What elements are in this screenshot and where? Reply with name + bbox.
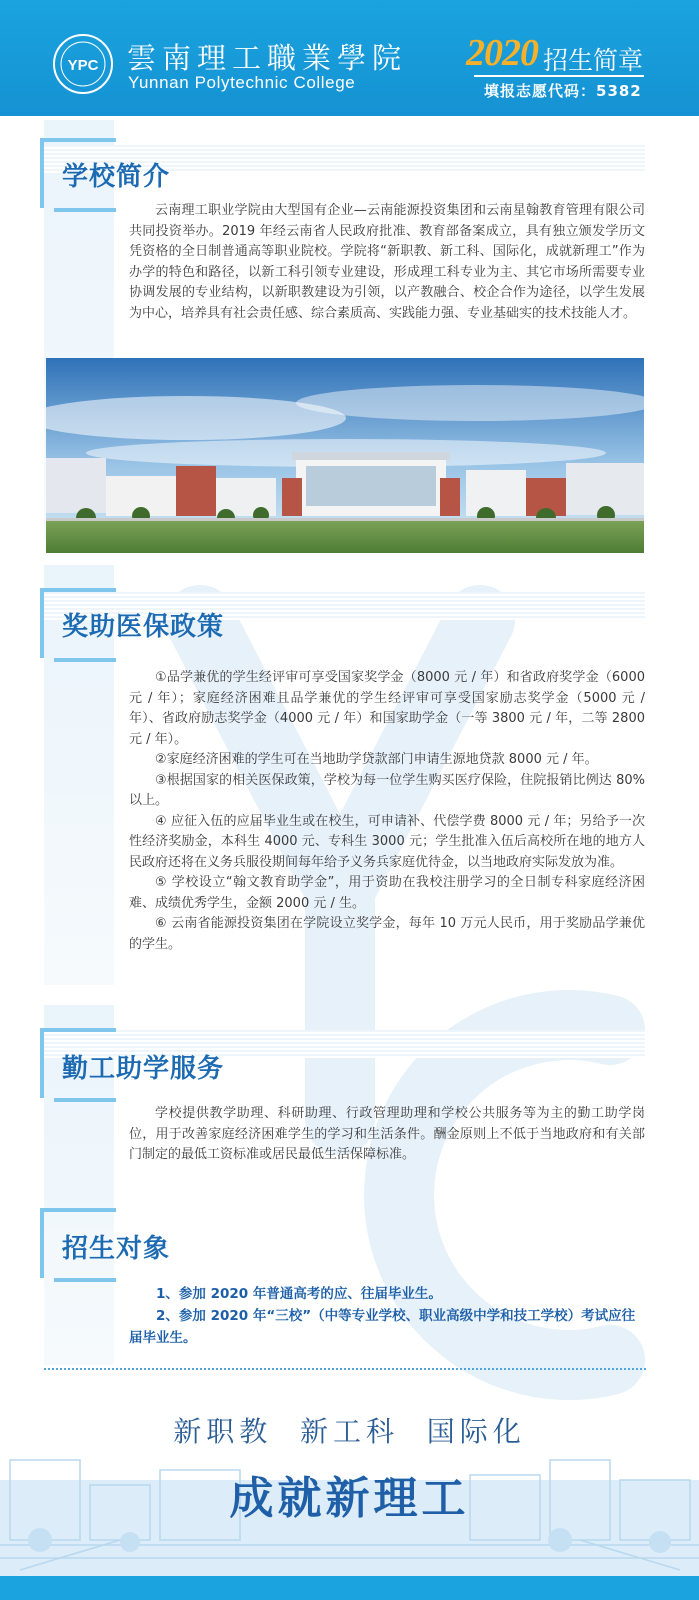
target-item: 1、参加 2020 年普通高考的应、往届毕业生。 bbox=[156, 1286, 442, 1302]
dotted-divider bbox=[44, 1368, 646, 1370]
target-list bbox=[129, 1283, 645, 1349]
section-title-intro: 学校简介 bbox=[62, 162, 171, 192]
college-logo bbox=[52, 33, 114, 95]
policy-item: ⑤ 学校设立“翰文教育助学金”，用于资助在我校注册学习的全日制专科家庭经济困难、成绩优秀学生，金额 2000 元 / 生。 bbox=[129, 875, 645, 911]
workstudy-text: 学校提供教学助理、科研助理、行政管理助理和学校公共服务等为主的勤工助学岗位，用于改善家庭经济困难学生的学习和生活条件。酬金原则上不低于当地政府和有关部门制定的最低工资标准或居民最低生活保障标准。 bbox=[129, 1106, 645, 1162]
section-title-target: 招生对象 bbox=[62, 1234, 171, 1264]
slogan-big: 成就新理工 bbox=[229, 1473, 470, 1524]
policy-item: ①品学兼优的学生经评审可享受国家奖学金（8000 元 / 年）和省政府奖学金（6000 元 / 年）；家庭经济困难且品学兼优的学生经评审可享受国家励志奖学金（5000 元 / 年）、省政府励志奖学金（4000 元 / 年）和国家助学金（一等 3800 元 / 年，二等 2800 元 / 年）。 bbox=[129, 670, 645, 747]
campus-photo bbox=[46, 358, 644, 553]
header-banner bbox=[0, 0, 699, 116]
school-name-en: Yunnan Polytechnic College bbox=[128, 73, 356, 92]
policy-item: ④ 应征入伍的应届毕业生或在校生，可申请补、代偿学费 8000 元 / 年；另给予一次性经济奖励金，本科生 4000 元、专科生 3000 元；学生批准入伍后高校所在地的地方人民政府还将在义务兵服役期间每年给予义务兵家庭优待金，以当地政府实际发放为准。 bbox=[129, 813, 645, 870]
policy-list bbox=[129, 668, 645, 955]
logo-text: YPC bbox=[67, 57, 99, 74]
school-name-cn: 雲南理工職業學院 bbox=[127, 41, 408, 75]
intro-text: 云南理工职业学院由大型国有企业—云南能源投资集团和云南星翰教育管理有限公司共同投资举办。2019 年经云南省人民政府批准、教育部备案成立，具有独立颁发学历文凭资格的全日制普通高等职业院校。学院将“新职教、新工科、国际化，成就新理工”作为办学的特色和路径，以新工科引领专业建设，形成理工科专业为主、其它市场所需要专业协调发展的专业结构，以新职教建设为引领，以产教融合、校企合作为途径，以学生发展为中心，培养具有社会责任感、综合素质高、实践能力强、专业基础实的技术技能人才。 bbox=[129, 203, 645, 321]
section-title-policy: 奖助医保政策 bbox=[62, 612, 225, 642]
policy-item: ②家庭经济困难的学生可在当地助学贷款部门申请生源地贷款 8000 元 / 年。 bbox=[155, 752, 598, 767]
header-divider bbox=[474, 75, 644, 77]
section-title-workstudy: 勤工助学服务 bbox=[62, 1054, 225, 1084]
policy-item: ③根据国家的相关医保政策，学校为每一位学生购买医疗保险，住院报销比例达 80% 以上。 bbox=[129, 772, 645, 808]
brochure-title: 招生简章 bbox=[543, 46, 644, 75]
footer-bar bbox=[0, 1576, 699, 1600]
year-label: 2020 bbox=[466, 32, 538, 74]
target-item: 2、参加 2020 年“三校”（中等专业学校、职业高级中学和技工学校）考试应往届毕业生。 bbox=[129, 1308, 636, 1346]
policy-item: ⑥ 云南省能源投资集团在学院设立奖学金，每年 10 万元人民币，用于奖励品学兼优的学生。 bbox=[129, 916, 645, 952]
application-code: 填报志愿代码：5382 bbox=[484, 82, 642, 100]
slogan-small: 新职教 新工科 国际化 bbox=[173, 1415, 526, 1448]
